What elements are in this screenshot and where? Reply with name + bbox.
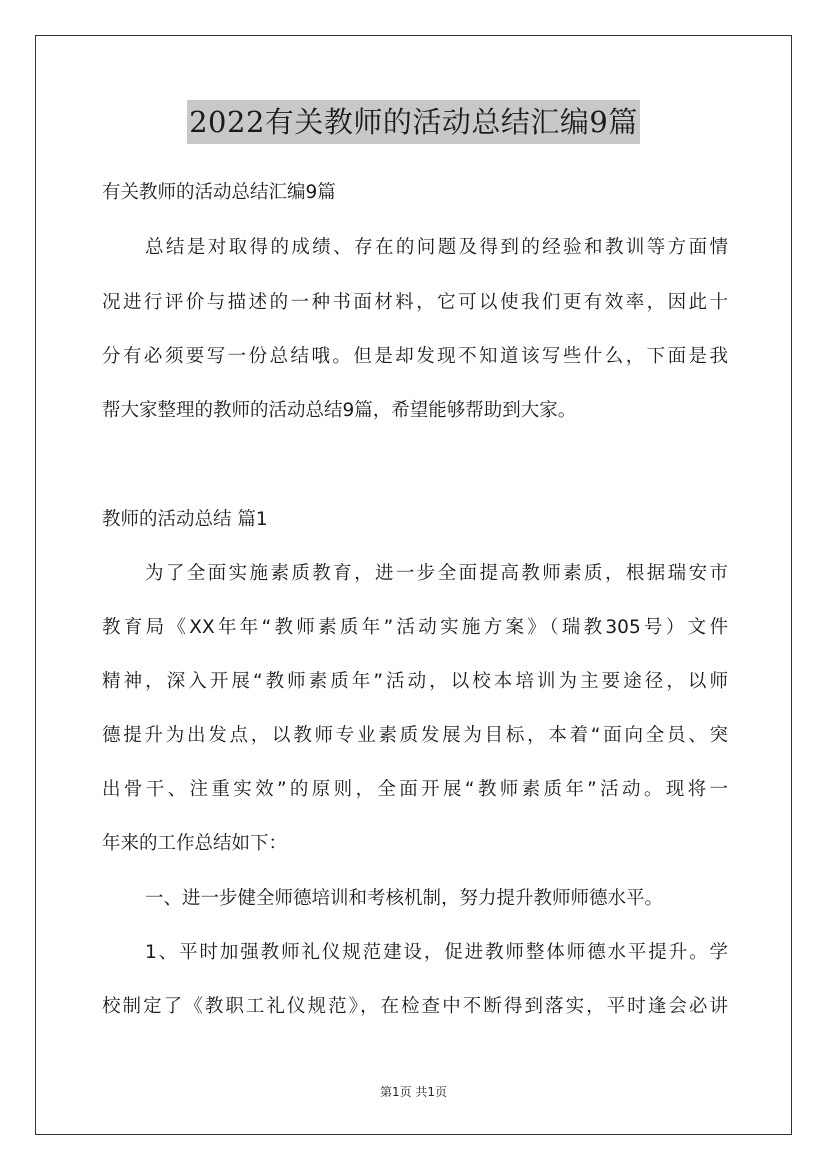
body-paragraph-line: 为了全面实施素质教育，进一步全面提高教师素质，根据瑞安市	[145, 563, 728, 584]
body-paragraph-line: 精神，深入开展“教师素质年”活动，以校本培训为主要途径，以师	[102, 671, 728, 692]
body-paragraph-line: 年来的工作总结如下：	[102, 833, 288, 854]
intro-paragraph-line: 帮大家整理的教师的活动总结9篇，希望能够帮助到大家。	[102, 400, 577, 421]
body-paragraph-line: 德提升为出发点，以教师专业素质发展为目标，本着“面向全员、突	[102, 725, 728, 746]
document-title: 2022有关教师的活动总结汇编9篇	[187, 100, 640, 144]
body-paragraph-line: 一、进一步健全师德培训和考核机制，努力提升教师师德水平。	[145, 888, 664, 909]
intro-paragraph-line: 况进行评价与描述的一种书面材料，它可以使我们更有效率，因此十	[102, 292, 728, 313]
body-paragraph-line: 校制定了《教职工礼仪规范》，在检查中不断得到落实，平时逢会必讲	[102, 996, 728, 1017]
intro-paragraph-line: 总结是对取得的成绩、存在的问题及得到的经验和教训等方面情	[145, 237, 728, 258]
page-number-footer: 第1页 共1页	[379, 1085, 448, 1099]
body-paragraph-line: 1、平时加强教师礼仪规范建设，促进教师整体师德水平提升。学	[145, 942, 728, 963]
document-subtitle: 有关教师的活动总结汇编9篇	[102, 182, 336, 203]
body-paragraph-line: 教育局《XX年年“教师素质年”活动实施方案》（瑞教305号）文件	[102, 617, 728, 638]
section-heading: 教师的活动总结 篇1	[102, 509, 268, 530]
intro-paragraph-line: 分有必须要写一份总结哦。但是却发现不知道该写些什么，下面是我	[102, 346, 728, 367]
body-paragraph-line: 出骨干、注重实效”的原则，全面开展“教师素质年”活动。现将一	[102, 779, 728, 800]
title-container	[0, 100, 827, 144]
